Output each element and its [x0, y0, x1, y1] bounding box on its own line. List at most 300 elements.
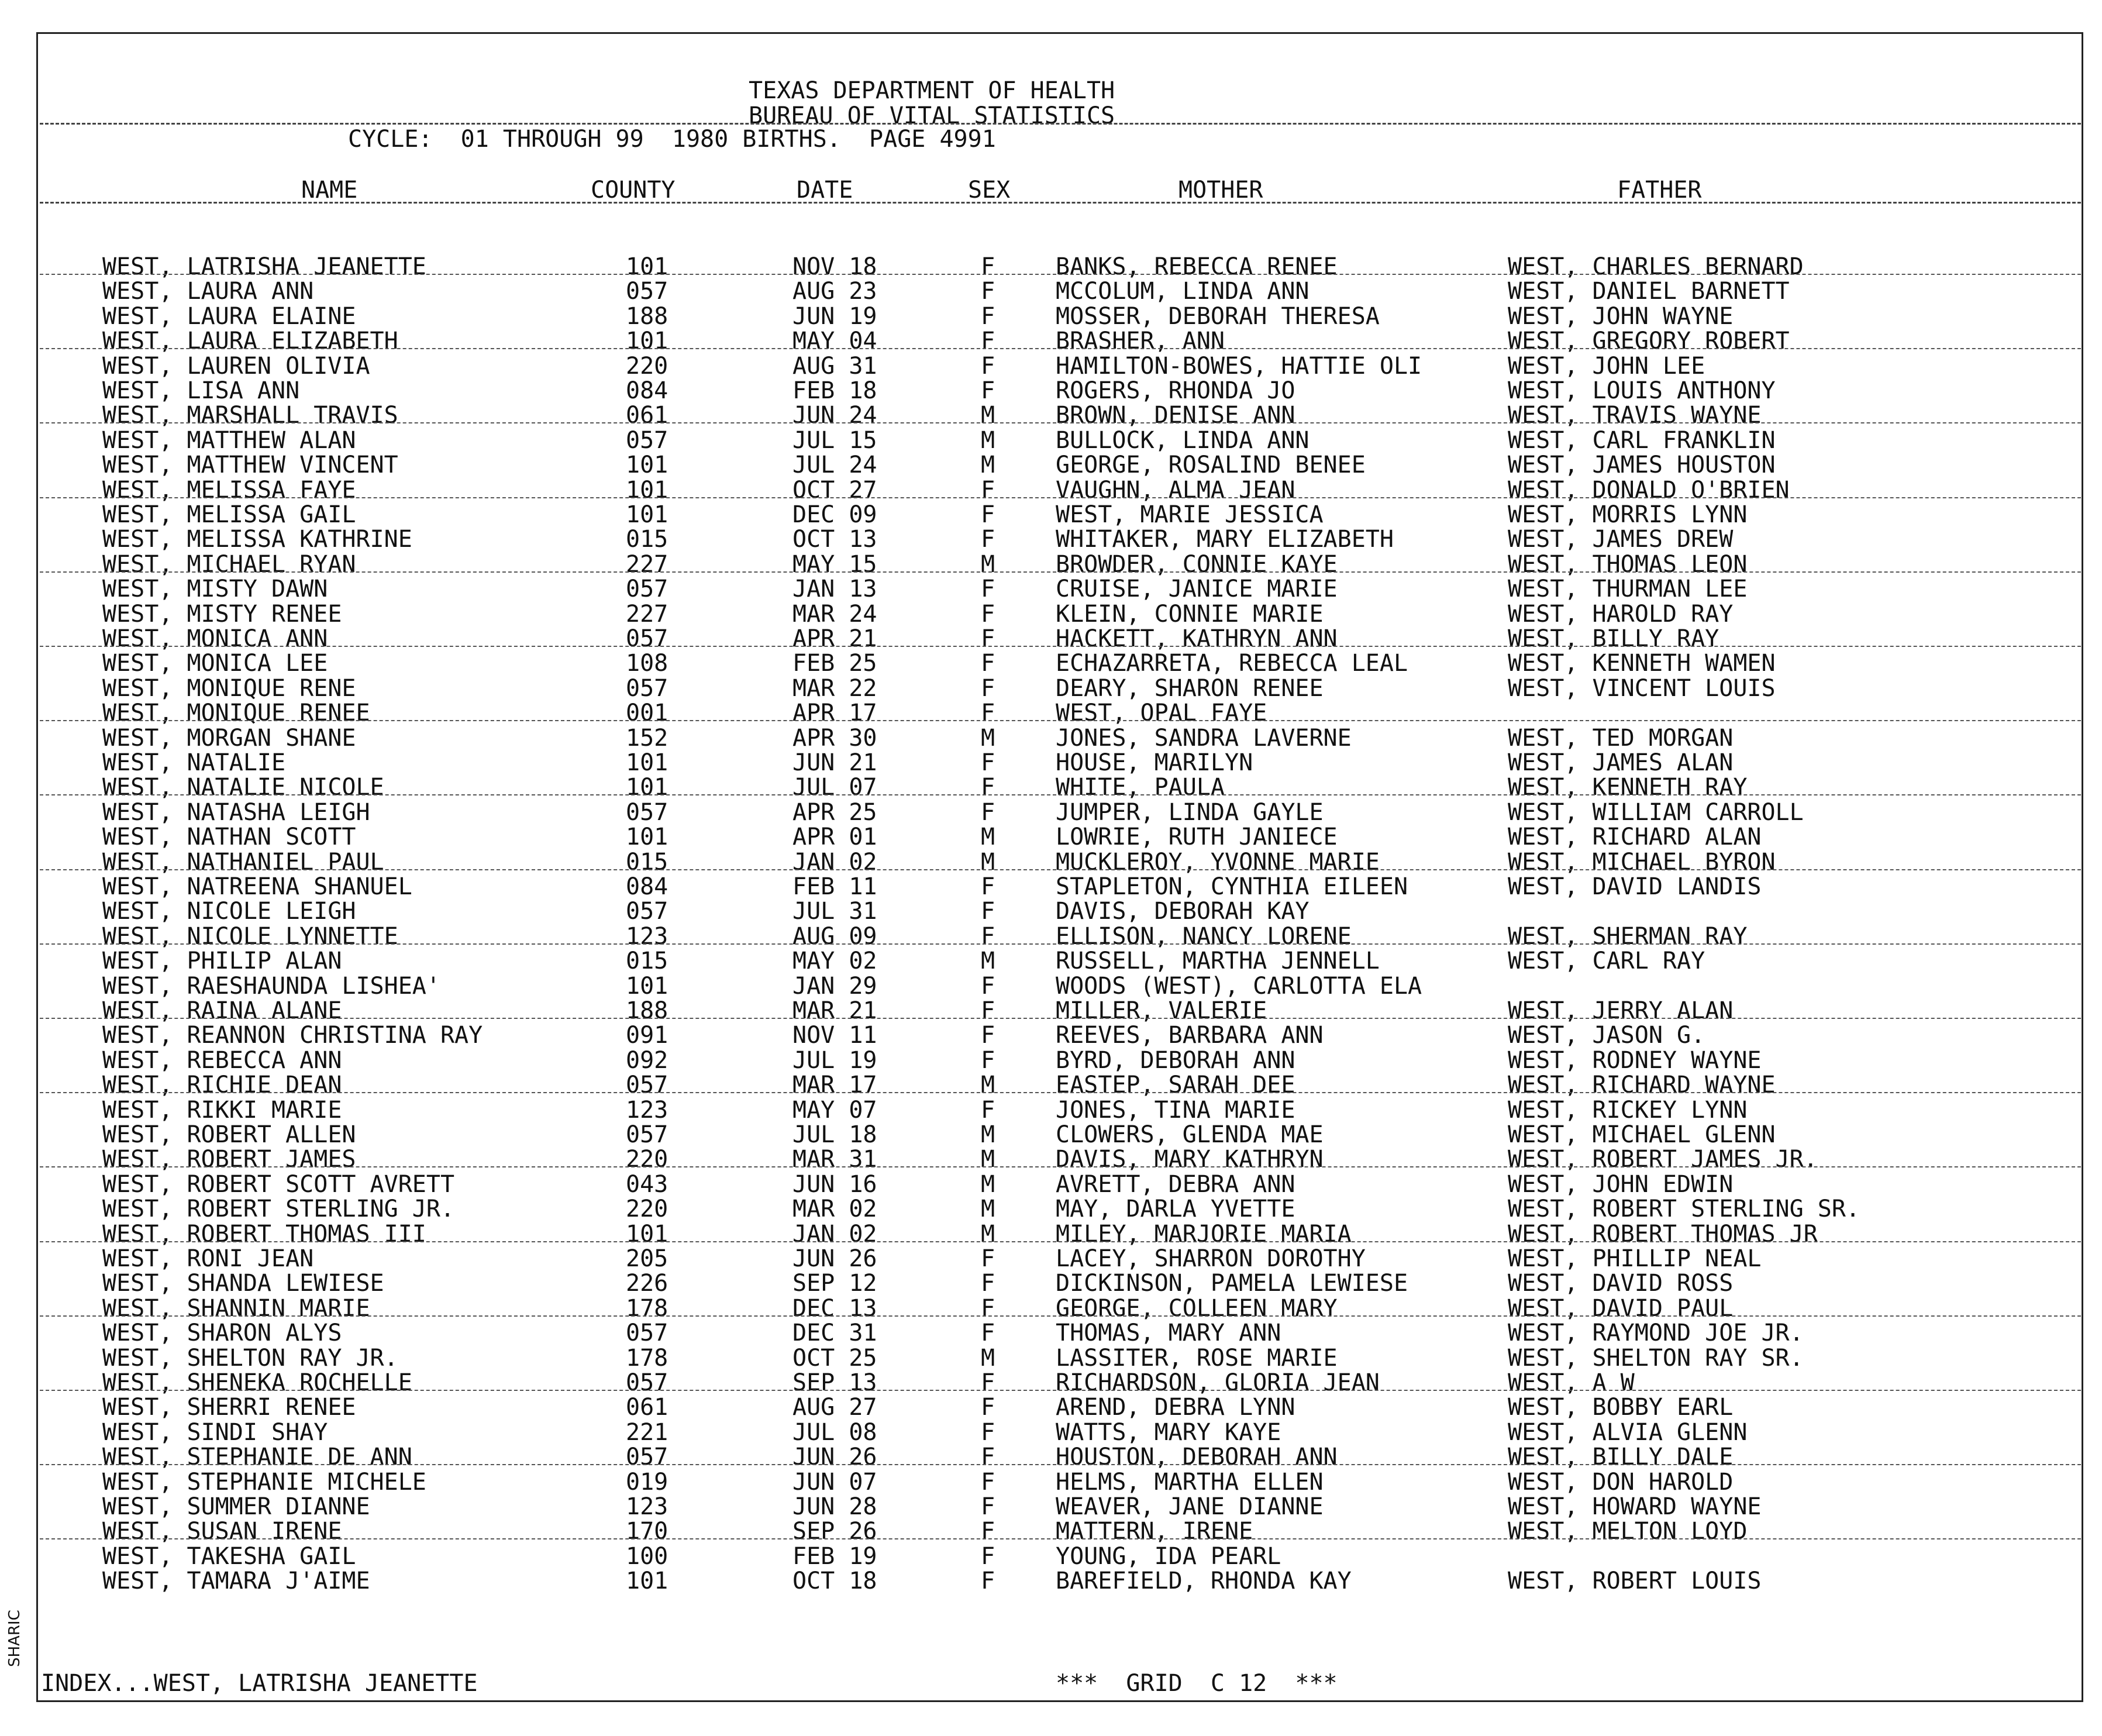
cell-name: WEST, LATRISHA JEANETTE [102, 253, 426, 280]
cell-sex: M [981, 1170, 995, 1198]
cell-name: WEST, LAUREN OLIVIA [102, 352, 370, 380]
cell-name: WEST, NATALIE NICOLE [102, 774, 384, 801]
table-row [0, 1569, 2102, 1594]
cell-date: MAY 02 [792, 948, 877, 975]
row-divider [40, 348, 2081, 349]
cell-sex: F [981, 302, 995, 330]
index-footer: INDEX...WEST, LATRISHA JEANETTE [41, 1670, 478, 1697]
cell-date: JUN 16 [792, 1170, 877, 1198]
table-row [0, 577, 2102, 602]
cell-name: WEST, TAMARA J'AIME [102, 1568, 370, 1595]
cell-date: APR 01 [792, 824, 877, 851]
cell-father: WEST, DON HAROLD [1508, 1468, 1734, 1496]
cell-name: WEST, NATHAN SCOTT [102, 824, 356, 851]
table-row [0, 1445, 2102, 1470]
cell-county: 057 [626, 1121, 668, 1148]
cell-sex: M [981, 1072, 995, 1099]
cell-mother: MOSSER, DEBORAH THERESA [1056, 302, 1380, 330]
cell-name: WEST, SHERRI RENEE [102, 1394, 356, 1421]
cell-father: WEST, SHELTON RAY SR. [1508, 1344, 1804, 1372]
cell-mother: BAREFIELD, RHONDA KAY [1056, 1568, 1352, 1595]
cell-father: WEST, VINCENT LOUIS [1508, 674, 1776, 702]
cell-mother: LACEY, SHARRON DOROTHY [1056, 1245, 1366, 1272]
cell-sex: F [981, 674, 995, 702]
cell-father: WEST, MICHAEL GLENN [1508, 1121, 1776, 1148]
cell-name: WEST, PHILIP ALAN [102, 948, 342, 975]
cell-name: WEST, RIKKI MARIE [102, 1096, 342, 1124]
row-divider [40, 720, 2081, 721]
cell-county: 084 [626, 873, 668, 900]
cell-name: WEST, SHANDA LEWIESE [102, 1270, 384, 1297]
cell-father: WEST, CHARLES BERNARD [1508, 253, 1804, 280]
table-row [0, 1294, 2102, 1322]
cell-county: 057 [626, 1320, 668, 1347]
cell-name: WEST, MELISSA GAIL [102, 501, 356, 528]
table-row [0, 1520, 2102, 1544]
table-row [0, 974, 2102, 999]
cell-county: 092 [626, 1046, 668, 1074]
cell-sex: M [981, 1344, 995, 1372]
cell-county: 188 [626, 997, 668, 1024]
cell-date: FEB 11 [792, 873, 877, 900]
cell-county: 057 [626, 1444, 668, 1471]
row-divider [40, 794, 2081, 795]
cell-date: JUN 07 [792, 1468, 877, 1496]
table-row [0, 302, 2102, 330]
cell-sex: F [981, 328, 995, 355]
cell-mother: JUMPER, LINDA GAYLE [1056, 798, 1324, 826]
cell-county: 057 [626, 576, 668, 603]
table-row [0, 850, 2102, 875]
cell-county: 001 [626, 700, 668, 727]
cell-date: MAY 15 [792, 550, 877, 578]
cell-father: WEST, KENNETH WAMEN [1508, 650, 1776, 677]
cell-sex: M [981, 724, 995, 752]
table-row [0, 453, 2102, 478]
cell-sex: F [981, 898, 995, 925]
cell-date: AUG 27 [792, 1394, 877, 1421]
table-row [0, 1470, 2102, 1495]
cell-date: MAR 31 [792, 1146, 877, 1173]
cell-name: WEST, MISTY RENEE [102, 600, 342, 628]
cell-mother: RUSSELL, MARTHA JENNELL [1056, 948, 1380, 975]
cell-father: WEST, GREGORY ROBERT [1508, 328, 1790, 355]
cell-sex: M [981, 550, 995, 578]
cell-date: AUG 31 [792, 352, 877, 380]
cell-sex: F [981, 650, 995, 677]
cell-county: 057 [626, 625, 668, 652]
cell-sex: M [981, 1196, 995, 1223]
table-row [0, 701, 2102, 726]
cell-date: JUN 28 [792, 1493, 877, 1520]
cell-county: 057 [626, 278, 668, 305]
cell-name: WEST, ROBERT ALLEN [102, 1121, 356, 1148]
cell-father: WEST, ROBERT THOMAS JR [1508, 1220, 1818, 1248]
cell-sex: F [981, 972, 995, 1000]
column-header-mother: MOTHER [1179, 177, 1263, 204]
cell-date: SEP 12 [792, 1270, 877, 1297]
cell-date: JUL 07 [792, 774, 877, 801]
cell-mother: BROWN, DENISE ANN [1056, 402, 1295, 429]
table-row [0, 1418, 2102, 1446]
table-row [0, 528, 2102, 552]
table-row [0, 922, 2102, 950]
cell-county: 108 [626, 650, 668, 677]
cell-mother: WEAVER, JANE DIANNE [1056, 1493, 1324, 1520]
bureau-title: BUREAU OF VITAL STATISTICS [749, 102, 1115, 129]
cell-date: OCT 18 [792, 1568, 877, 1595]
cell-father: WEST, RAYMOND JOE JR. [1508, 1320, 1804, 1347]
cell-sex: F [981, 1294, 995, 1322]
cell-mother: DAVIS, MARY KATHRYN [1056, 1146, 1324, 1173]
cell-date: FEB 18 [792, 377, 877, 404]
cell-father: WEST, BOBBY EARL [1508, 1394, 1734, 1421]
cell-name: WEST, ROBERT STERLING JR. [102, 1196, 455, 1223]
table-row [0, 949, 2102, 974]
cell-father: WEST, JAMES ALAN [1508, 749, 1734, 776]
cell-mother: GEORGE, ROSALIND BENEE [1056, 452, 1366, 479]
cell-name: WEST, MONIQUE RENE [102, 674, 356, 702]
cell-name: WEST, MATTHEW ALAN [102, 426, 356, 454]
cell-mother: RICHARDSON, GLORIA JEAN [1056, 1369, 1380, 1396]
cell-date: JUN 19 [792, 302, 877, 330]
cell-date: NOV 18 [792, 253, 877, 280]
cell-name: WEST, RAINA ALANE [102, 997, 342, 1024]
cell-name: WEST, MISTY DAWN [102, 576, 328, 603]
table-row [0, 1024, 2102, 1048]
cell-county: 220 [626, 352, 668, 380]
table-row [0, 999, 2102, 1024]
cell-mother: WHITAKER, MARY ELIZABETH [1056, 526, 1394, 553]
side-label: SHARIC [6, 1610, 23, 1667]
cell-date: OCT 13 [792, 526, 877, 553]
table-row [0, 1495, 2102, 1520]
table-row [0, 1098, 2102, 1123]
cell-name: WEST, LISA ANN [102, 377, 300, 404]
cell-county: 091 [626, 1022, 668, 1049]
cell-name: WEST, SHANNIN MARIE [102, 1294, 370, 1322]
table-row [0, 255, 2102, 280]
cell-sex: M [981, 824, 995, 851]
cell-name: WEST, LAURA ELAINE [102, 302, 356, 330]
cell-sex: F [981, 1046, 995, 1074]
cell-mother: MCCOLUM, LINDA ANN [1056, 278, 1310, 305]
cell-sex: F [981, 1270, 995, 1297]
cell-sex: F [981, 1518, 995, 1545]
cell-county: 101 [626, 452, 668, 479]
cell-father: WEST, ROBERT STERLING SR. [1508, 1196, 1860, 1223]
cell-name: WEST, SUMMER DIANNE [102, 1493, 370, 1520]
cell-date: JUN 21 [792, 749, 877, 776]
table-row [0, 426, 2102, 454]
table-row [0, 652, 2102, 676]
cell-county: 101 [626, 749, 668, 776]
cell-name: WEST, STEPHANIE DE ANN [102, 1444, 412, 1471]
cell-county: 123 [626, 1493, 668, 1520]
cell-mother: HELMS, MARTHA ELLEN [1056, 1468, 1324, 1496]
cell-father: WEST, SHERMAN RAY [1508, 922, 1748, 950]
table-row [0, 751, 2102, 776]
table-row [0, 825, 2102, 850]
cell-mother: MUCKLEROY, YVONNE MARIE [1056, 848, 1380, 876]
cell-mother: EASTEP, SARAH DEE [1056, 1072, 1295, 1099]
cell-sex: M [981, 848, 995, 876]
table-row [0, 1321, 2102, 1346]
cell-father: WEST, CARL FRANKLIN [1508, 426, 1776, 454]
cell-county: 170 [626, 1518, 668, 1545]
cell-father: WEST, JASON G. [1508, 1022, 1705, 1049]
cell-father: WEST, PHILLIP NEAL [1508, 1245, 1762, 1272]
cell-county: 101 [626, 1220, 668, 1248]
cell-father: WEST, THURMAN LEE [1508, 576, 1748, 603]
cell-father: WEST, MORRIS LYNN [1508, 501, 1748, 528]
cell-name: WEST, NATALIE [102, 749, 286, 776]
cell-county: 101 [626, 972, 668, 1000]
cell-father: WEST, RICHARD WAYNE [1508, 1072, 1776, 1099]
table-row [0, 354, 2102, 379]
table-row [0, 1046, 2102, 1074]
table-row [0, 1148, 2102, 1172]
cell-county: 123 [626, 1096, 668, 1124]
cell-county: 220 [626, 1196, 668, 1223]
row-divider [40, 1538, 2081, 1539]
cell-sex: M [981, 1121, 995, 1148]
cell-sex: M [981, 426, 995, 454]
cell-mother: STAPLETON, CYNTHIA EILEEN [1056, 873, 1408, 900]
cell-county: 101 [626, 1568, 668, 1595]
cell-sex: F [981, 922, 995, 950]
cell-date: APR 25 [792, 798, 877, 826]
cell-county: 178 [626, 1344, 668, 1372]
cell-date: OCT 25 [792, 1344, 877, 1372]
table-row [0, 1170, 2102, 1198]
row-divider [40, 1464, 2081, 1465]
cell-name: WEST, LAURA ANN [102, 278, 314, 305]
cell-date: MAR 22 [792, 674, 877, 702]
cell-father: WEST, JERRY ALAN [1508, 997, 1734, 1024]
cell-mother: CRUISE, JANICE MARIE [1056, 576, 1338, 603]
cell-name: WEST, MATTHEW VINCENT [102, 452, 398, 479]
table-row [0, 1222, 2102, 1247]
cell-name: WEST, MONICA ANN [102, 625, 328, 652]
cell-date: FEB 19 [792, 1542, 877, 1570]
cell-name: WEST, NATASHA LEIGH [102, 798, 370, 826]
cell-sex: F [981, 625, 995, 652]
table-row [0, 674, 2102, 702]
column-header-father: FATHER [1617, 177, 1702, 204]
cell-date: NOV 11 [792, 1022, 877, 1049]
cell-date: DEC 13 [792, 1294, 877, 1322]
cell-mother: DEARY, SHARON RENEE [1056, 674, 1324, 702]
cell-father: WEST, JAMES DREW [1508, 526, 1734, 553]
cell-date: MAR 02 [792, 1196, 877, 1223]
cell-mother: BRASHER, ANN [1056, 328, 1225, 355]
cell-sex: F [981, 873, 995, 900]
cell-father: WEST, TRAVIS WAYNE [1508, 402, 1762, 429]
cell-sex: M [981, 402, 995, 429]
cell-father: WEST, CARL RAY [1508, 948, 1705, 975]
cell-county: 227 [626, 550, 668, 578]
cell-name: WEST, MICHAEL RYAN [102, 550, 356, 578]
row-divider [40, 571, 2081, 573]
table-row [0, 776, 2102, 800]
cell-sex: F [981, 1394, 995, 1421]
cell-sex: F [981, 700, 995, 727]
cell-mother: THOMAS, MARY ANN [1056, 1320, 1281, 1347]
cell-name: WEST, REBECCA ANN [102, 1046, 342, 1074]
table-row [0, 329, 2102, 354]
cell-father: WEST, DAVID ROSS [1508, 1270, 1734, 1297]
cell-sex: F [981, 278, 995, 305]
cell-sex: F [981, 1369, 995, 1396]
cell-mother: WATTS, MARY KAYE [1056, 1418, 1281, 1446]
cell-date: MAY 07 [792, 1096, 877, 1124]
cell-father: WEST, HOWARD WAYNE [1508, 1493, 1762, 1520]
cell-county: 101 [626, 476, 668, 504]
cell-county: 057 [626, 798, 668, 826]
cell-sex: F [981, 997, 995, 1024]
cell-sex: F [981, 1418, 995, 1446]
cell-father: WEST, BILLY DALE [1508, 1444, 1734, 1471]
cell-county: 057 [626, 426, 668, 454]
cell-mother: AREND, DEBRA LYNN [1056, 1394, 1295, 1421]
cell-mother: KLEIN, CONNIE MARIE [1056, 600, 1324, 628]
cell-name: WEST, STEPHANIE MICHELE [102, 1468, 426, 1496]
cell-date: JAN 13 [792, 576, 877, 603]
cell-date: SEP 26 [792, 1518, 877, 1545]
cell-date: JUN 24 [792, 402, 877, 429]
cell-father: WEST, JOHN EDWIN [1508, 1170, 1734, 1198]
row-divider [40, 1315, 2081, 1317]
row-divider [40, 646, 2081, 647]
cell-date: APR 17 [792, 700, 877, 727]
column-header-name: NAME [301, 177, 358, 204]
cell-county: 015 [626, 948, 668, 975]
cell-father: WEST, LOUIS ANTHONY [1508, 377, 1776, 404]
cell-father: WEST, RICKEY LYNN [1508, 1096, 1748, 1124]
cell-sex: F [981, 526, 995, 553]
cell-name: WEST, TAKESHA GAIL [102, 1542, 356, 1570]
cell-father: WEST, THOMAS LEON [1508, 550, 1748, 578]
cell-mother: WEST, MARIE JESSICA [1056, 501, 1324, 528]
cell-father: WEST, JOHN LEE [1508, 352, 1705, 380]
cell-father: WEST, MICHAEL BYRON [1508, 848, 1776, 876]
cell-county: 057 [626, 1072, 668, 1099]
table-row [0, 404, 2102, 428]
cell-date: MAR 24 [792, 600, 877, 628]
cell-name: WEST, SINDI SHAY [102, 1418, 328, 1446]
column-header-county: COUNTY [591, 177, 676, 204]
table-row [0, 900, 2102, 924]
cell-sex: F [981, 501, 995, 528]
cell-name: WEST, NICOLE LEIGH [102, 898, 356, 925]
cell-father: WEST, BILLY RAY [1508, 625, 1719, 652]
cell-mother: DICKINSON, PAMELA LEWIESE [1056, 1270, 1408, 1297]
cell-county: 227 [626, 600, 668, 628]
table-row [0, 1247, 2102, 1272]
cell-mother: MATTERN, IRENE [1056, 1518, 1253, 1545]
cell-father: WEST, A W [1508, 1369, 1635, 1396]
cell-county: 061 [626, 402, 668, 429]
cell-county: 100 [626, 1542, 668, 1570]
cell-date: JUL 19 [792, 1046, 877, 1074]
cell-father: WEST, RICHARD ALAN [1508, 824, 1762, 851]
cell-date: JAN 02 [792, 1220, 877, 1248]
cell-mother: BULLOCK, LINDA ANN [1056, 426, 1310, 454]
cell-county: 101 [626, 253, 668, 280]
cell-sex: F [981, 1320, 995, 1347]
row-divider [40, 274, 2081, 275]
cell-father: WEST, JAMES HOUSTON [1508, 452, 1776, 479]
cell-sex: M [981, 1220, 995, 1248]
cell-father: WEST, MELTON LOYD [1508, 1518, 1748, 1545]
cell-date: APR 21 [792, 625, 877, 652]
cell-county: 205 [626, 1245, 668, 1272]
cell-county: 061 [626, 1394, 668, 1421]
cell-date: FEB 25 [792, 650, 877, 677]
cell-date: JAN 29 [792, 972, 877, 1000]
cell-mother: MAY, DARLA YVETTE [1056, 1196, 1295, 1223]
cell-date: JUN 26 [792, 1245, 877, 1272]
cell-sex: F [981, 798, 995, 826]
cell-county: 043 [626, 1170, 668, 1198]
cell-county: 057 [626, 898, 668, 925]
cell-date: DEC 09 [792, 501, 877, 528]
table-row [0, 1123, 2102, 1148]
row-divider [40, 943, 2081, 945]
cell-county: 019 [626, 1468, 668, 1496]
cell-mother: WEST, OPAL FAYE [1056, 700, 1267, 727]
cell-date: JUL 31 [792, 898, 877, 925]
cell-name: WEST, RONI JEAN [102, 1245, 314, 1272]
cell-mother: BROWDER, CONNIE KAYE [1056, 550, 1338, 578]
cell-date: APR 30 [792, 724, 877, 752]
cell-name: WEST, LAURA ELIZABETH [102, 328, 398, 355]
cycle-line: CYCLE: 01 THROUGH 99 1980 BIRTHS. PAGE 4991 [348, 126, 996, 153]
cell-county: 226 [626, 1270, 668, 1297]
cell-mother: MILLER, VALERIE [1056, 997, 1267, 1024]
cell-name: WEST, REANNON CHRISTINA RAY [102, 1022, 483, 1049]
cell-mother: VAUGHN, ALMA JEAN [1056, 476, 1295, 504]
column-header-sex: SEX [968, 177, 1011, 204]
department-title: TEXAS DEPARTMENT OF HEALTH [749, 77, 1115, 104]
column-header-date: DATE [797, 177, 853, 204]
cell-sex: M [981, 452, 995, 479]
cell-sex: M [981, 948, 995, 975]
cell-name: WEST, MELISSA KATHRINE [102, 526, 412, 553]
cell-date: AUG 23 [792, 278, 877, 305]
cell-county: 101 [626, 824, 668, 851]
cell-name: WEST, MONIQUE RENEE [102, 700, 370, 727]
cell-date: AUG 09 [792, 922, 877, 950]
cell-mother: JONES, TINA MARIE [1056, 1096, 1295, 1124]
cell-name: WEST, NICOLE LYNNETTE [102, 922, 398, 950]
row-divider [40, 1390, 2081, 1391]
cell-mother: YOUNG, IDA PEARL [1056, 1542, 1281, 1570]
cell-father: WEST, DAVID PAUL [1508, 1294, 1734, 1322]
row-divider [40, 1166, 2081, 1167]
cell-sex: F [981, 1568, 995, 1595]
cell-mother: BYRD, DEBORAH ANN [1056, 1046, 1295, 1074]
cell-mother: ELLISON, NANCY LORENE [1056, 922, 1352, 950]
cell-sex: F [981, 600, 995, 628]
cell-county: 123 [626, 922, 668, 950]
cell-mother: ECHAZARRETA, REBECCA LEAL [1056, 650, 1408, 677]
cell-county: 188 [626, 302, 668, 330]
cell-name: WEST, SUSAN IRENE [102, 1518, 342, 1545]
cell-county: 220 [626, 1146, 668, 1173]
cell-name: WEST, MARSHALL TRAVIS [102, 402, 398, 429]
